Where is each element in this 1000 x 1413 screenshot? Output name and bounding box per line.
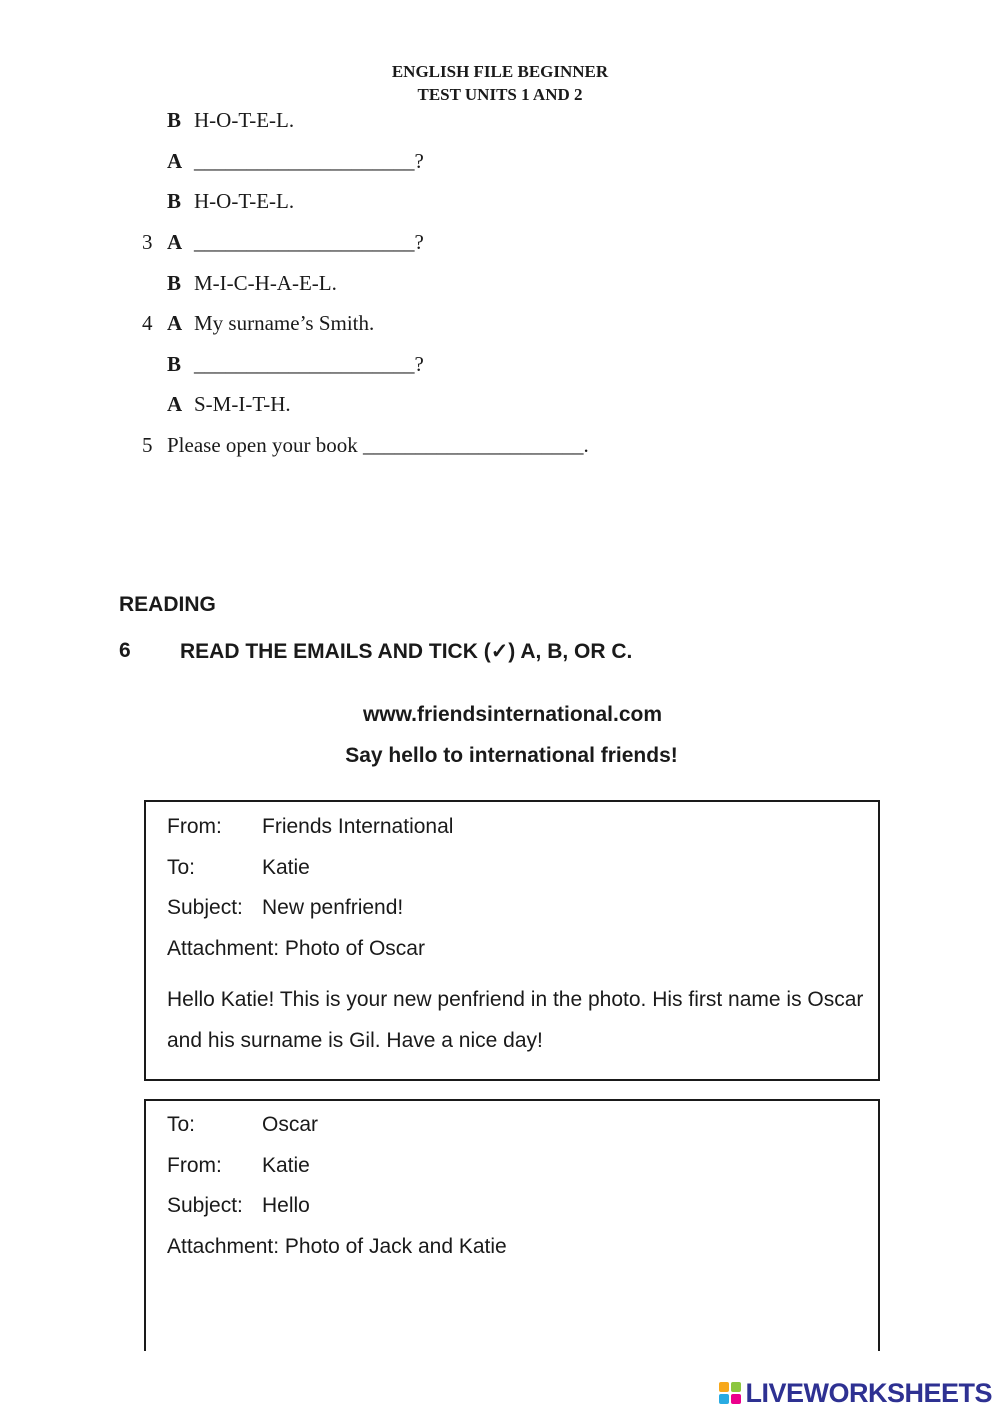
logo-text: LIVEWORKSHEETS (745, 1377, 992, 1408)
email-card (144, 1099, 880, 1351)
attachment-value: Photo of Oscar (284, 937, 425, 960)
dialogue-text: H-O-T-E-L. (194, 189, 295, 213)
email-subject-row (167, 1193, 310, 1219)
email-to-row (167, 1112, 318, 1138)
question-instruction: READ THE EMAILS AND TICK (✓) A, B, OR C. (180, 640, 633, 663)
item-number: 4 (142, 311, 153, 335)
website-tagline: Say hello to international friends! (345, 744, 678, 767)
question-number: 6 (119, 639, 131, 662)
email-from-row (167, 1153, 310, 1179)
to-label: To: (167, 1113, 196, 1136)
speaker-label: B (167, 108, 182, 132)
attachment-label: Attachment: (167, 1235, 280, 1258)
website-url: www.friendsinternational.com (362, 703, 663, 726)
subject-value: New penfriend! (262, 896, 404, 919)
from-label: From: (167, 1154, 222, 1177)
email-from-row (167, 814, 453, 840)
email-subject-row (167, 895, 403, 921)
sentence-text[interactable]: Please open your book _____________________. (167, 433, 589, 457)
to-label: To: (167, 856, 196, 879)
from-label: From: (167, 815, 222, 838)
speaker-label: A (167, 149, 183, 173)
to-value: Katie (262, 856, 310, 879)
worksheet-subtitle: TEST UNITS 1 AND 2 (417, 85, 583, 104)
attachment-value: Photo of Jack and Katie (284, 1235, 507, 1258)
subject-value: Hello (262, 1194, 310, 1217)
answer-blank[interactable]: _____________________? (194, 352, 424, 376)
dialogue-text: My surname’s Smith. (194, 311, 375, 335)
logo-square (731, 1394, 741, 1404)
speaker-label: A (167, 311, 183, 335)
item-number: 3 (142, 230, 153, 254)
speaker-label: A (167, 392, 183, 416)
worksheet-title: ENGLISH FILE BEGINNER (391, 62, 609, 81)
section-heading: READING (119, 593, 216, 616)
subject-label: Subject: (167, 1194, 243, 1217)
liveworksheets-logo[interactable] (719, 1378, 992, 1408)
speaker-label: B (167, 189, 182, 213)
item-number: 5 (142, 433, 153, 457)
email-body: Hello Katie! This is your new penfriend in the photo. His first name is Oscar and his surname is Gil. Have a nice day! (167, 988, 864, 1052)
worksheet-header (0, 60, 1000, 106)
from-value: Katie (262, 1154, 310, 1177)
speaker-label: A (167, 230, 183, 254)
answer-blank[interactable]: _____________________? (194, 149, 424, 173)
email-to-row (167, 855, 310, 881)
subject-label: Subject: (167, 896, 243, 919)
email-attachment-row (167, 1234, 507, 1260)
email-attachment-row (167, 936, 425, 962)
email-card (144, 800, 880, 1081)
to-value: Oscar (262, 1113, 319, 1136)
logo-square (719, 1394, 729, 1404)
attachment-label: Attachment: (167, 937, 280, 960)
from-value: Friends International (262, 815, 454, 838)
dialogue-text: H-O-T-E-L. (194, 108, 295, 132)
logo-square (719, 1382, 729, 1392)
speaker-label: B (167, 271, 182, 295)
speaker-label: B (167, 352, 182, 376)
answer-blank[interactable]: _____________________? (194, 230, 424, 254)
dialogue-text: S-M-I-T-H. (194, 392, 291, 416)
liveworksheets-mark-icon (719, 1382, 741, 1404)
dialogue-text: M-I-C-H-A-E-L. (194, 271, 337, 295)
logo-square (731, 1382, 741, 1392)
